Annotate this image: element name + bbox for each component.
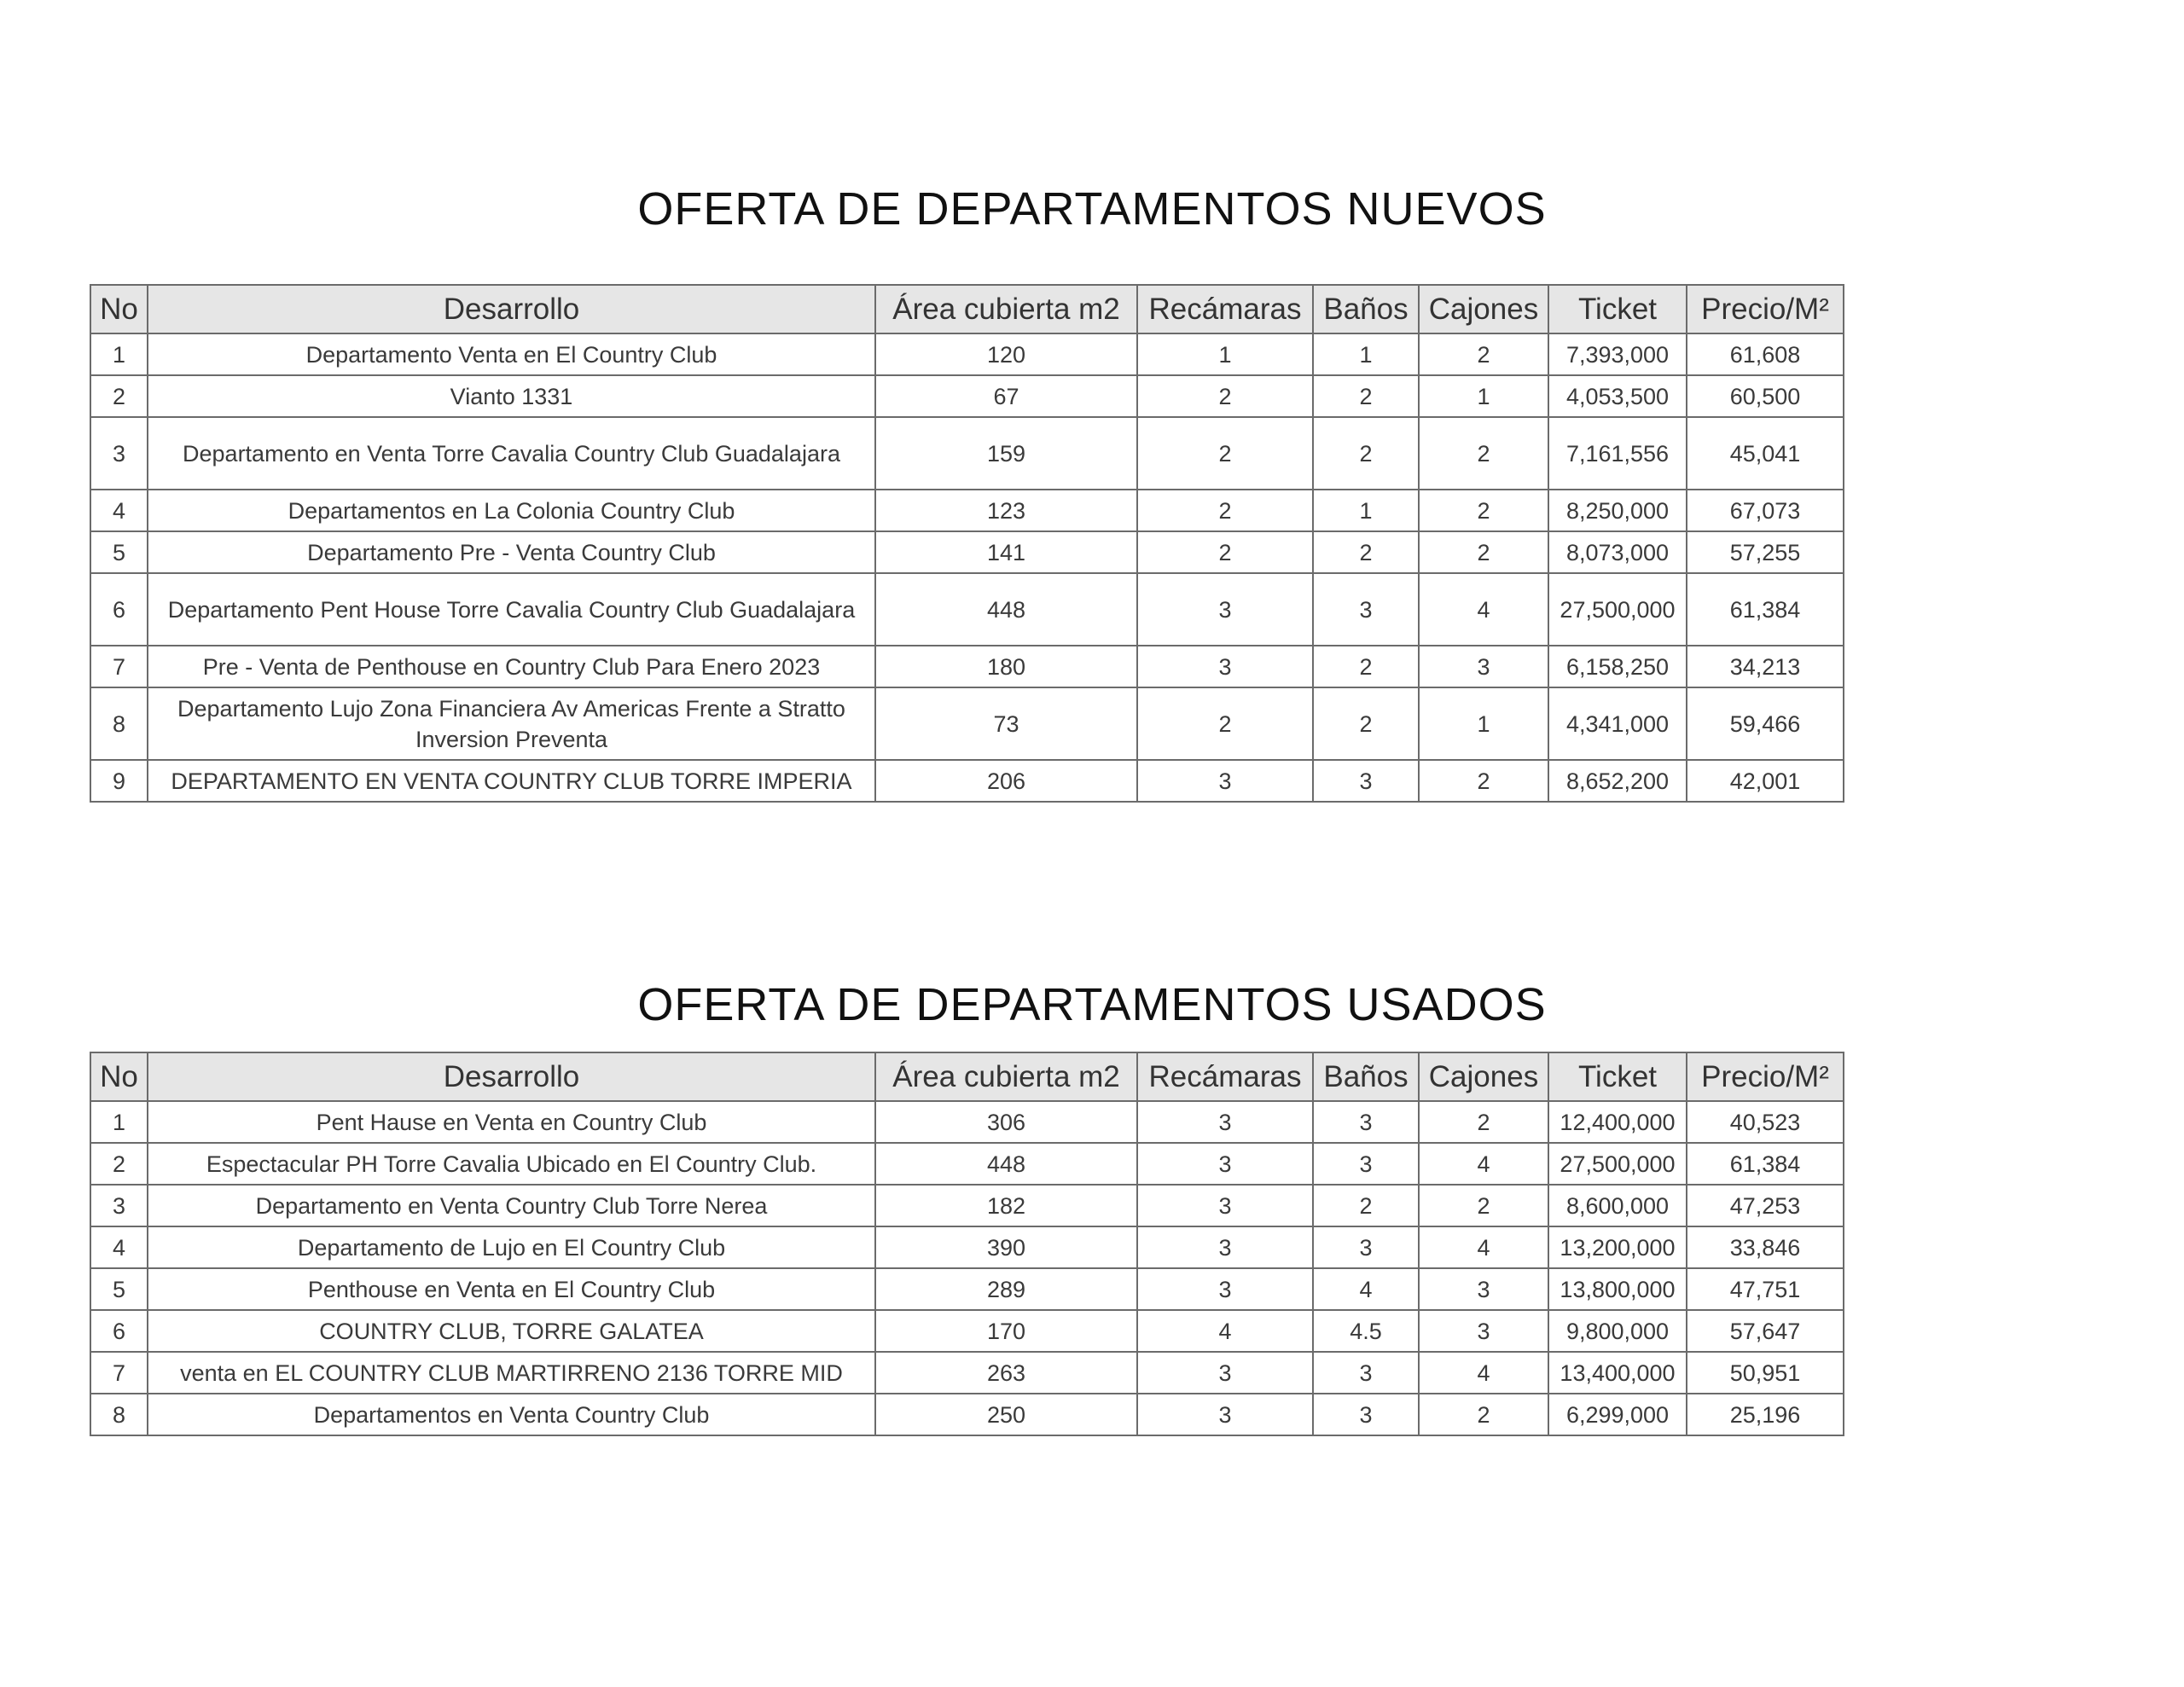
cell-ticket: 8,073,000 (1548, 531, 1687, 573)
cell-no: 2 (90, 1143, 148, 1185)
cell-no: 4 (90, 1226, 148, 1268)
cell-cajones: 1 (1419, 687, 1548, 760)
cell-precio-m2: 33,846 (1687, 1226, 1844, 1268)
cell-desarrollo: Penthouse en Venta en El Country Club (148, 1268, 875, 1310)
cell-precio-m2: 34,213 (1687, 646, 1844, 687)
cell-area: 390 (875, 1226, 1137, 1268)
cell-no: 9 (90, 760, 148, 802)
cell-banos: 3 (1313, 1143, 1419, 1185)
cell-no: 6 (90, 573, 148, 646)
cell-recamaras: 1 (1137, 333, 1313, 375)
cell-recamaras: 3 (1137, 1185, 1313, 1226)
cell-ticket: 7,161,556 (1548, 417, 1687, 490)
cell-precio-m2: 67,073 (1687, 490, 1844, 531)
cell-precio-m2: 61,608 (1687, 333, 1844, 375)
cell-no: 1 (90, 1101, 148, 1143)
cell-area: 170 (875, 1310, 1137, 1352)
column-header-no: No (90, 285, 148, 333)
cell-cajones: 2 (1419, 1101, 1548, 1143)
cell-ticket: 8,652,200 (1548, 760, 1687, 802)
column-header-recamaras: Recámaras (1137, 285, 1313, 333)
table-row (90, 490, 1844, 531)
cell-cajones: 4 (1419, 1143, 1548, 1185)
used-offer-table (90, 1052, 1844, 1436)
cell-no: 6 (90, 1310, 148, 1352)
column-header-precio-m2: Precio/M² (1687, 285, 1844, 333)
cell-ticket: 6,158,250 (1548, 646, 1687, 687)
cell-recamaras: 2 (1137, 417, 1313, 490)
column-header-banos: Baños (1313, 285, 1419, 333)
cell-cajones: 2 (1419, 1394, 1548, 1435)
cell-no: 3 (90, 417, 148, 490)
cell-ticket: 6,299,000 (1548, 1394, 1687, 1435)
table-row (90, 1143, 1844, 1185)
cell-area: 123 (875, 490, 1137, 531)
cell-recamaras: 3 (1137, 1101, 1313, 1143)
cell-desarrollo: Departamento de Lujo en El Country Club (148, 1226, 875, 1268)
cell-cajones: 4 (1419, 573, 1548, 646)
table-row (90, 1268, 1844, 1310)
cell-precio-m2: 47,751 (1687, 1268, 1844, 1310)
cell-ticket: 8,600,000 (1548, 1185, 1687, 1226)
column-header-cajones: Cajones (1419, 1052, 1548, 1101)
cell-banos: 2 (1313, 417, 1419, 490)
cell-precio-m2: 61,384 (1687, 1143, 1844, 1185)
cell-cajones: 2 (1419, 760, 1548, 802)
table-row (90, 1226, 1844, 1268)
cell-ticket: 13,800,000 (1548, 1268, 1687, 1310)
new-offer-table (90, 284, 1844, 803)
column-header-recamaras: Recámaras (1137, 1052, 1313, 1101)
cell-desarrollo: Departamento en Venta Torre Cavalia Country Club Guadalajara (148, 417, 875, 490)
new-offer-title: OFERTA DE DEPARTAMENTOS NUEVOS (637, 183, 1547, 235)
cell-no: 3 (90, 1185, 148, 1226)
cell-desarrollo: Pent Hause en Venta en Country Club (148, 1101, 875, 1143)
cell-desarrollo: Vianto 1331 (148, 375, 875, 417)
cell-ticket: 9,800,000 (1548, 1310, 1687, 1352)
cell-precio-m2: 50,951 (1687, 1352, 1844, 1394)
cell-recamaras: 3 (1137, 573, 1313, 646)
column-header-cajones: Cajones (1419, 285, 1548, 333)
cell-precio-m2: 57,255 (1687, 531, 1844, 573)
cell-no: 7 (90, 646, 148, 687)
cell-banos: 3 (1313, 573, 1419, 646)
cell-recamaras: 3 (1137, 760, 1313, 802)
cell-desarrollo: Espectacular PH Torre Cavalia Ubicado en El Country Club. (148, 1143, 875, 1185)
cell-desarrollo: Departamento Lujo Zona Financiera Av Americas Frente a Stratto Inversion Preventa (148, 687, 875, 760)
cell-ticket: 27,500,000 (1548, 1143, 1687, 1185)
cell-ticket: 27,500,000 (1548, 573, 1687, 646)
table-row (90, 646, 1844, 687)
cell-banos: 2 (1313, 646, 1419, 687)
cell-precio-m2: 45,041 (1687, 417, 1844, 490)
cell-area: 182 (875, 1185, 1137, 1226)
cell-banos: 2 (1313, 375, 1419, 417)
cell-area: 180 (875, 646, 1137, 687)
cell-recamaras: 4 (1137, 1310, 1313, 1352)
cell-cajones: 2 (1419, 417, 1548, 490)
cell-cajones: 3 (1419, 646, 1548, 687)
table-row (90, 375, 1844, 417)
cell-area: 206 (875, 760, 1137, 802)
cell-desarrollo: Departamento Venta en El Country Club (148, 333, 875, 375)
cell-precio-m2: 57,647 (1687, 1310, 1844, 1352)
table-header-row (90, 1052, 1844, 1101)
cell-precio-m2: 42,001 (1687, 760, 1844, 802)
table-row (90, 531, 1844, 573)
cell-area: 67 (875, 375, 1137, 417)
cell-banos: 4 (1313, 1268, 1419, 1310)
cell-precio-m2: 40,523 (1687, 1101, 1844, 1143)
table-row (90, 760, 1844, 802)
column-header-ticket: Ticket (1548, 285, 1687, 333)
cell-area: 289 (875, 1268, 1137, 1310)
used-offer-title: OFERTA DE DEPARTAMENTOS USADOS (637, 979, 1547, 1030)
cell-desarrollo: Departamentos en Venta Country Club (148, 1394, 875, 1435)
cell-ticket: 13,200,000 (1548, 1226, 1687, 1268)
table-row (90, 333, 1844, 375)
cell-area: 448 (875, 1143, 1137, 1185)
column-header-desarrollo: Desarrollo (148, 1052, 875, 1101)
table-row (90, 1101, 1844, 1143)
cell-banos: 3 (1313, 1226, 1419, 1268)
table-row (90, 1310, 1844, 1352)
cell-ticket: 4,053,500 (1548, 375, 1687, 417)
cell-precio-m2: 60,500 (1687, 375, 1844, 417)
cell-banos: 2 (1313, 1185, 1419, 1226)
cell-no: 8 (90, 687, 148, 760)
cell-banos: 1 (1313, 490, 1419, 531)
cell-ticket: 4,341,000 (1548, 687, 1687, 760)
cell-desarrollo: Departamento Pent House Torre Cavalia Country Club Guadalajara (148, 573, 875, 646)
cell-no: 7 (90, 1352, 148, 1394)
cell-no: 5 (90, 531, 148, 573)
table-row (90, 1352, 1844, 1394)
column-header-ticket: Ticket (1548, 1052, 1687, 1101)
table-row (90, 573, 1844, 646)
cell-precio-m2: 47,253 (1687, 1185, 1844, 1226)
cell-recamaras: 2 (1137, 687, 1313, 760)
table-row (90, 1185, 1844, 1226)
cell-desarrollo: venta en EL COUNTRY CLUB MARTIRRENO 2136 TORRE MID (148, 1352, 875, 1394)
cell-ticket: 8,250,000 (1548, 490, 1687, 531)
cell-ticket: 13,400,000 (1548, 1352, 1687, 1394)
cell-ticket: 12,400,000 (1548, 1101, 1687, 1143)
cell-no: 8 (90, 1394, 148, 1435)
cell-banos: 3 (1313, 1101, 1419, 1143)
cell-cajones: 2 (1419, 333, 1548, 375)
cell-precio-m2: 25,196 (1687, 1394, 1844, 1435)
cell-desarrollo: DEPARTAMENTO EN VENTA COUNTRY CLUB TORRE IMPERIA (148, 760, 875, 802)
cell-no: 5 (90, 1268, 148, 1310)
cell-area: 141 (875, 531, 1137, 573)
table-row (90, 417, 1844, 490)
cell-desarrollo: Pre - Venta de Penthouse en Country Club Para Enero 2023 (148, 646, 875, 687)
cell-precio-m2: 61,384 (1687, 573, 1844, 646)
cell-area: 159 (875, 417, 1137, 490)
cell-desarrollo: COUNTRY CLUB, TORRE GALATEA (148, 1310, 875, 1352)
cell-cajones: 2 (1419, 531, 1548, 573)
cell-recamaras: 3 (1137, 1268, 1313, 1310)
cell-cajones: 2 (1419, 490, 1548, 531)
cell-area: 250 (875, 1394, 1137, 1435)
column-header-area: Área cubierta m2 (875, 285, 1137, 333)
cell-banos: 3 (1313, 1394, 1419, 1435)
table-header-row (90, 285, 1844, 333)
cell-banos: 3 (1313, 1352, 1419, 1394)
cell-desarrollo: Departamento en Venta Country Club Torre Nerea (148, 1185, 875, 1226)
cell-cajones: 1 (1419, 375, 1548, 417)
column-header-desarrollo: Desarrollo (148, 285, 875, 333)
cell-recamaras: 2 (1137, 490, 1313, 531)
cell-recamaras: 3 (1137, 1352, 1313, 1394)
cell-cajones: 3 (1419, 1268, 1548, 1310)
cell-no: 2 (90, 375, 148, 417)
cell-area: 73 (875, 687, 1137, 760)
cell-no: 1 (90, 333, 148, 375)
cell-cajones: 3 (1419, 1310, 1548, 1352)
cell-area: 306 (875, 1101, 1137, 1143)
cell-banos: 1 (1313, 333, 1419, 375)
cell-banos: 2 (1313, 531, 1419, 573)
cell-area: 448 (875, 573, 1137, 646)
table-row (90, 1394, 1844, 1435)
cell-precio-m2: 59,466 (1687, 687, 1844, 760)
cell-area: 120 (875, 333, 1137, 375)
table-row (90, 687, 1844, 760)
cell-desarrollo: Departamentos en La Colonia Country Club (148, 490, 875, 531)
cell-cajones: 2 (1419, 1185, 1548, 1226)
cell-recamaras: 2 (1137, 531, 1313, 573)
cell-ticket: 7,393,000 (1548, 333, 1687, 375)
cell-no: 4 (90, 490, 148, 531)
cell-desarrollo: Departamento Pre - Venta Country Club (148, 531, 875, 573)
column-header-precio-m2: Precio/M² (1687, 1052, 1844, 1101)
cell-recamaras: 3 (1137, 646, 1313, 687)
cell-banos: 3 (1313, 760, 1419, 802)
cell-cajones: 4 (1419, 1352, 1548, 1394)
cell-recamaras: 2 (1137, 375, 1313, 417)
cell-banos: 2 (1313, 687, 1419, 760)
cell-recamaras: 3 (1137, 1394, 1313, 1435)
column-header-no: No (90, 1052, 148, 1101)
cell-recamaras: 3 (1137, 1143, 1313, 1185)
column-header-area: Área cubierta m2 (875, 1052, 1137, 1101)
cell-cajones: 4 (1419, 1226, 1548, 1268)
column-header-banos: Baños (1313, 1052, 1419, 1101)
cell-banos: 4.5 (1313, 1310, 1419, 1352)
cell-recamaras: 3 (1137, 1226, 1313, 1268)
cell-area: 263 (875, 1352, 1137, 1394)
